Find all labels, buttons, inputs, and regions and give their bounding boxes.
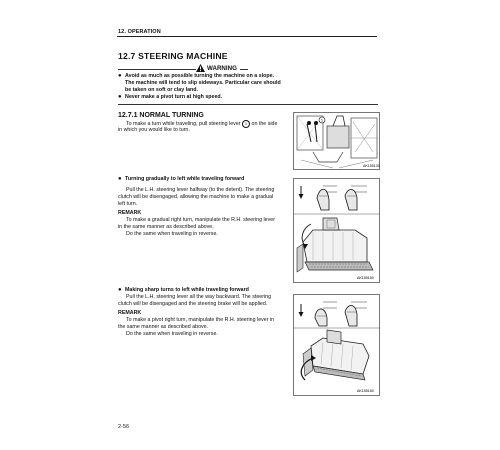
gradual-remark-1: To make a gradual right turn, manipulate the R.H. steering lever: [126, 217, 275, 223]
warning-label: WARNING: [207, 65, 237, 72]
bullet-icon: ●: [118, 176, 122, 182]
gradual-text-1: Pull the L.H. steering lever halfway (to the detent). The steering: [126, 187, 275, 193]
remark-label: REMARK: [118, 310, 142, 316]
warning-rule-right: [240, 69, 248, 70]
warning-item-1: ● Avoid as much as possible turning the machine on a slope.: [118, 73, 275, 79]
circled-number-icon: 1: [242, 120, 250, 128]
gradual-text-3: left turn.: [118, 201, 138, 207]
bullet-icon: ●: [118, 73, 122, 79]
page-number: 2-56: [118, 424, 130, 430]
bullet-icon: ●: [118, 287, 122, 293]
normal-turning-line2: in which you would like to turn.: [118, 127, 190, 133]
warning-rule-left: [118, 69, 196, 70]
warning-item-1-cont: The machine will tend to slip sideways. Particular care should: [125, 80, 281, 86]
cab-lever-figure: [293, 112, 380, 170]
warning-triangle-icon: [196, 64, 205, 72]
gradual-remark-3: Do the same when traveling in reverse.: [126, 231, 218, 237]
gradual-remark-2: in the same manner as described above.: [118, 224, 214, 230]
gradual-heading: ● Turning gradually to left while traveling forward: [118, 176, 245, 182]
warning-item-1-cont2: be taken on soft or clay land.: [125, 87, 198, 93]
gradual-text-2: clutch will be disengaged, allowing the machine to make a gradual: [118, 194, 274, 200]
bullet-icon: ●: [118, 94, 122, 100]
figure-code-1: AK155130: [363, 164, 380, 168]
remark-label: REMARK: [118, 210, 142, 216]
gradual-turn-figure: [293, 178, 380, 283]
warning-rule-bottom: [118, 104, 378, 105]
section-title: 12.7 STEERING MACHINE: [118, 51, 228, 61]
sharp-turn-figure: [293, 294, 380, 396]
sharp-remark-2: the same manner as described above.: [118, 324, 209, 330]
figure-code-3: AK155160: [357, 389, 374, 393]
figure-code-2: AK155150: [357, 276, 374, 280]
warning-item-2: ● Never make a pivot turn at high speed.: [118, 94, 223, 100]
normal-turning-line1: To make a turn while traveling, pull steering lever 1 on the side: [126, 121, 278, 127]
header-rule: [117, 36, 377, 37]
subsection-title: 12.7.1 NORMAL TURNING: [118, 112, 204, 119]
sharp-remark-3: Do the same when traveling in reverse.: [126, 331, 218, 337]
sharp-remark-1: To make a pivot right turn, manipulate the R.H. steering lever in: [126, 317, 275, 323]
running-header: 12. OPERATION: [118, 29, 161, 35]
sharp-text-2: clutch will be disengaged and the steering brake will be applied.: [118, 301, 268, 307]
figure-callout: 1: [320, 117, 324, 123]
sharp-heading: ● Making sharp turns to left while traveling forward: [118, 287, 249, 293]
sharp-text-1: Pull the L.H. steering lever all the way backward. The steering: [126, 294, 272, 300]
